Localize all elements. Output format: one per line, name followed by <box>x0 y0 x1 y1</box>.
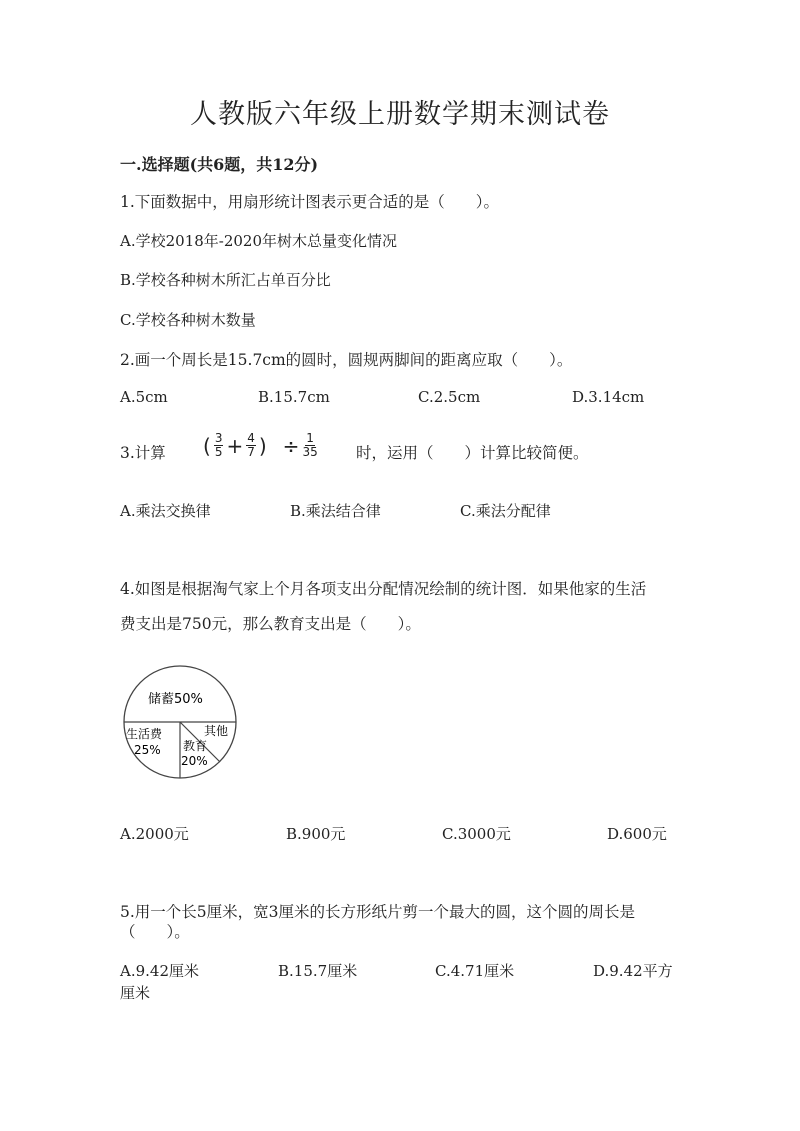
q1-option-a[interactable]: A.学校2018年-2020年树木总量变化情况 <box>120 232 398 250</box>
q3-option-c[interactable]: C.乘法分配律 <box>460 502 551 520</box>
q5-option-b[interactable]: B.15.7厘米 <box>278 962 358 980</box>
q2-option-d[interactable]: D.3.14cm <box>572 388 645 406</box>
question-3-prefix: 3.计算 <box>120 444 166 462</box>
slice-label-living: 生活费 <box>126 727 163 741</box>
slice-value-education: 20% <box>181 754 208 768</box>
q5-option-d-continued: 厘米 <box>120 984 151 1002</box>
q2-option-b[interactable]: B.15.7cm <box>258 388 330 406</box>
section-heading: 一.选择题(共6题，共12分) <box>120 155 319 174</box>
q4-option-a[interactable]: A.2000元 <box>120 825 189 843</box>
question-5-line1: 5.用一个长5厘米，宽3厘米的长方形纸片剪一个最大的圆，这个圆的周长是 <box>120 903 636 921</box>
q4-option-c[interactable]: C.3000元 <box>442 825 511 843</box>
pie-chart <box>120 665 245 780</box>
q4-option-d[interactable]: D.600元 <box>607 825 667 843</box>
slice-label-education: 教育 <box>183 739 208 753</box>
slice-value-living: 25% <box>134 743 161 757</box>
q3-option-a[interactable]: A.乘法交换律 <box>120 502 211 520</box>
q1-option-b[interactable]: B.学校各种树木所汇占单百分比 <box>120 271 331 289</box>
q2-option-c[interactable]: C.2.5cm <box>418 388 481 406</box>
question-1: 1.下面数据中，用扇形统计图表示更合适的是（ ）。 <box>120 193 500 211</box>
question-4-line2: 费支出是750元，那么教育支出是（ ）。 <box>120 615 421 633</box>
q2-option-a[interactable]: A.5cm <box>120 388 168 406</box>
fraction-4-7: $\frac{4}{7}$ <box>247 431 255 459</box>
divide-sign: ÷ <box>282 433 300 458</box>
q5-option-d[interactable]: D.9.42平方 <box>593 962 673 980</box>
fraction-3-5: $\frac{3}{5}$ <box>214 431 223 459</box>
left-paren: ( <box>203 433 211 458</box>
q1-option-c[interactable]: C.学校各种树木数量 <box>120 311 256 329</box>
slice-label-savings: 储蓄50% <box>148 692 203 707</box>
page-title: 人教版六年级上册数学期末测试卷 <box>190 99 610 130</box>
question-4-line1: 4.如图是根据淘气家上个月各项支出分配情况绘制的统计图．如果他家的生活 <box>120 580 647 598</box>
fraction-1-35: $\frac{1}{35}$ <box>302 431 318 459</box>
q3-option-b[interactable]: B.乘法结合律 <box>290 502 381 520</box>
q5-option-a[interactable]: A.9.42厘米 <box>120 962 199 980</box>
q4-option-b[interactable]: B.900元 <box>286 825 346 843</box>
question-3-suffix: 时，运用（ ）计算比较简便。 <box>356 444 589 462</box>
right-paren: ) <box>258 433 267 458</box>
q5-option-c[interactable]: C.4.71厘米 <box>435 962 515 980</box>
question-5-line2: （ ）。 <box>120 923 190 941</box>
plus-sign: + <box>226 433 244 458</box>
slice-label-other: 其他 <box>204 724 229 738</box>
q3-expression <box>203 432 318 459</box>
question-2: 2.画一个周长是15.7cm的圆时，圆规两脚间的距离应取（ ）。 <box>120 351 573 369</box>
